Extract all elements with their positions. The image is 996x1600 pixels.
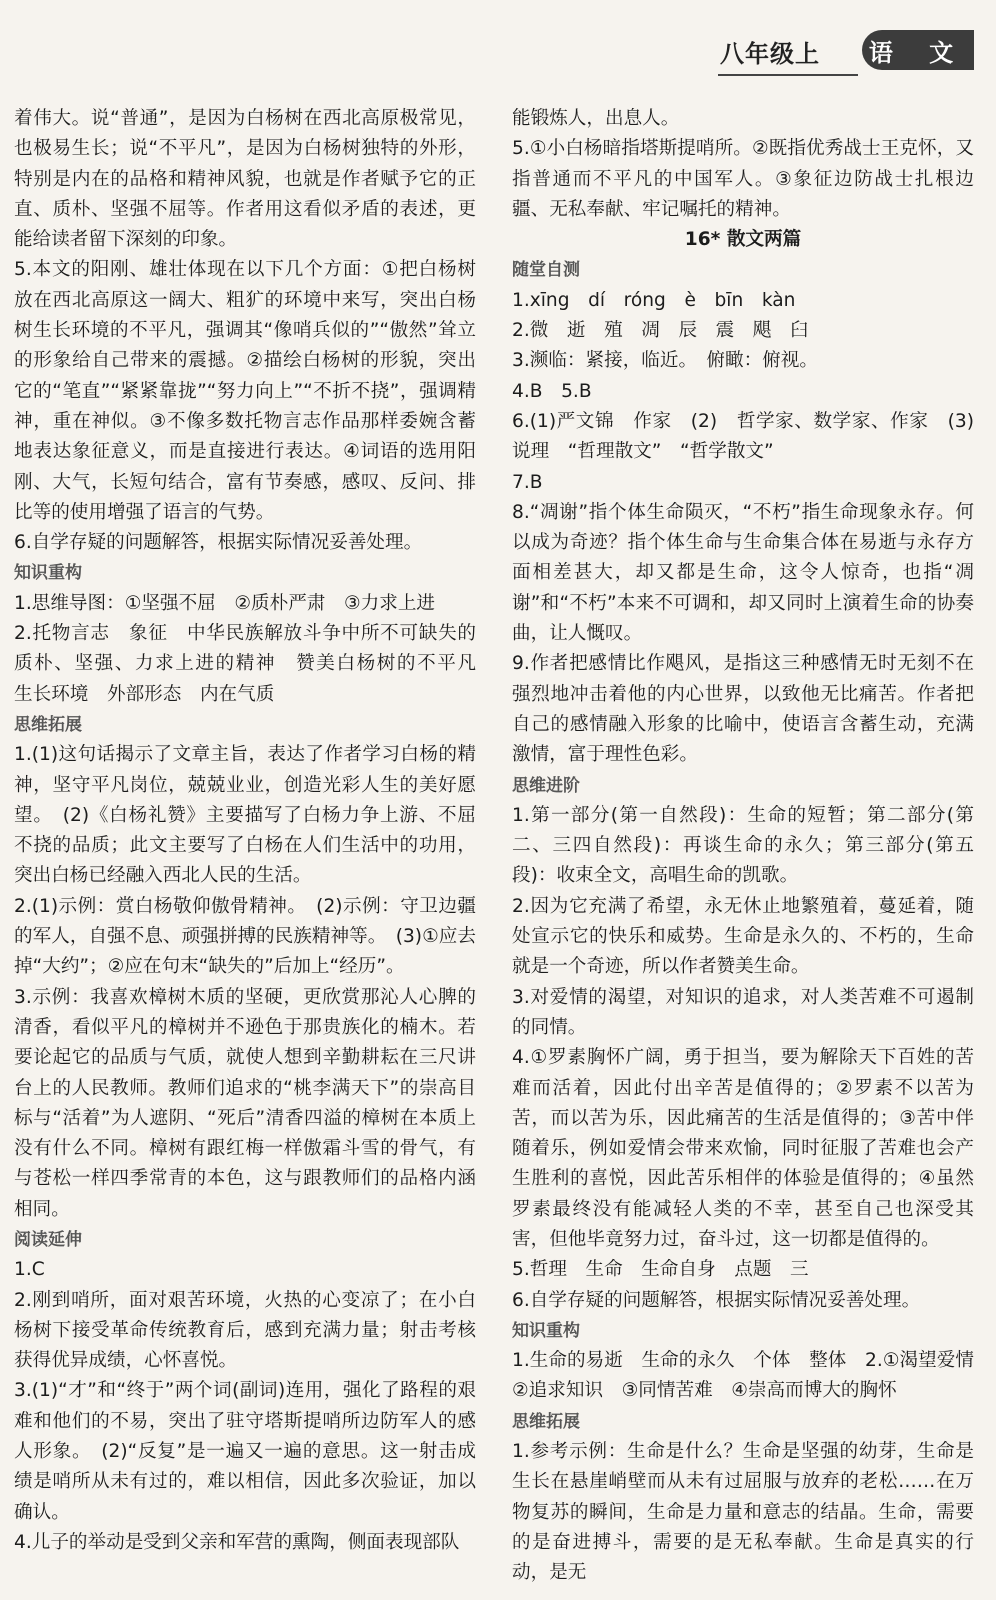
answer-paragraph: 6.自学存疑的问题解答，根据实际情况妥善处理。	[14, 532, 423, 554]
answer-paragraph: 3.(1)“才”和“终于”两个词(副词)连用，强化了路程的艰难和他们的不易，突出了驻守塔斯提哨所边防军人的感人形象。 (2)“反复”是一遍又一遍的意思。这一射击成绩是哨所从未有过的，难以相信，因此多次验证，加以确认。	[14, 1380, 476, 1523]
answer-paragraph: 4.B 5.B	[512, 380, 592, 402]
answer-paragraph: 3.对爱情的渴望，对知识的追求，对人类苦难不可遏制的同情。	[512, 986, 974, 1038]
answer-paragraph: 着伟大。说“普通”，是因为白杨树在西北高原极常见，也极易生长；说“不平凡”，是因为白杨树独特的外形，特别是内在的品格和精神风貌，也就是作者赋予它的正直、质朴、坚强不屈等。作者用这看似矛盾的表述，更能给读者留下深刻的印象。	[14, 108, 476, 251]
answer-paragraph: 1.(1)这句话揭示了文章主旨，表达了作者学习白杨的精神，坚守平凡岗位，兢兢业业，创造光彩人生的美好愿望。 (2)《白杨礼赞》主要描写了白杨力争上游、不屈不挠的品质；此文主要写了白杨在人们生活中的功用，突出白杨已经融入西北人民的生活。	[14, 744, 476, 887]
answer-paragraph: 2.因为它充满了希望，永无休止地繁殖着，蔓延着，随处宣示它的快乐和威势。生命是永久的、不朽的，生命就是一个奇迹，所以作者赞美生命。	[512, 895, 974, 978]
answer-paragraph: 4.①罗素胸怀广阔，勇于担当，要为解除天下百姓的苦难而活着，因此付出辛苦是值得的；②罗素不以苦为苦，而以苦为乐，因此痛苦的生活是值得的；③苦中伴随着乐，例如爱情会带来欢愉，同时征服了苦难也会产生胜利的喜悦，因此苦乐相伴的体验是值得的；④虽然罗素最终没有能减轻人类的不幸，甚至自己也深受其害，但他毕竟努力过，奋斗过，这一切都是值得的。	[512, 1047, 974, 1250]
answer-paragraph: 1.思维导图：①坚强不屈 ②质朴严肃 ③力求上进	[14, 592, 436, 614]
answer-paragraph: 1.第一部分(第一自然段)：生命的短暂；第二部分(第二、三四自然段)：再谈生命的永久；第三部分(第五段)：收束全文，高唱生命的凯歌。	[512, 804, 974, 887]
answer-paragraph: 5.本文的阳刚、雄壮体现在以下几个方面：①把白杨树放在西北高原这一阔大、粗犷的环境中来写，突出白杨树生长环境的不平凡，强调其“像哨兵似的”“傲然”耸立的形象给自己带来的震撼。②描绘白杨树的形貌，突出它的“笔直”“紧紧靠拢”“努力向上”“不折不挠”，强调精神，重在神似。③不像多数托物言志作品那样委婉含蓄地表达象征意义，而是直接进行表达。④词语的选用阳刚、大气，长短句结合，富有节奏感，感叹、反问、排比等的使用增强了语言的气势。	[14, 259, 476, 523]
section-heading: 知识重构	[512, 1320, 580, 1341]
section-heading: 阅读延伸	[14, 1229, 82, 1250]
answer-paragraph: 2.托物言志 象征 中华民族解放斗争中所不可缺失的质朴、坚强、力求上进的精神 赞美白杨树的不平凡 生长环境 外部形态 内在气质	[14, 623, 495, 705]
answer-paragraph: 6.自学存疑的问题解答，根据实际情况妥善处理。	[512, 1289, 921, 1311]
right-column	[512, 104, 993, 1589]
section-heading: 思维拓展	[512, 1411, 580, 1432]
answer-paragraph: 5.哲理 生命 生命自身 点题 三	[512, 1259, 809, 1281]
answer-paragraph: 1.参考示例：生命是什么？生命是坚强的幼芽，生命是生长在悬崖峭壁而从未有过屈服与放弃的老松……在万物复苏的瞬间，生命是力量和意志的结晶。生命，需要的是奋进搏斗，需要的是无私奉献。生命是真实的行动，是无	[512, 1441, 974, 1584]
grade-label: 八年级上	[720, 39, 820, 68]
section-heading: 思维进阶	[512, 775, 580, 796]
answer-paragraph: 1.xīng dí róng è bīn kàn	[512, 289, 796, 311]
answer-paragraph: 2.微 逝 殖 凋 辰 震 飓 臼	[512, 320, 809, 342]
section-heading: 思维拓展	[14, 714, 82, 735]
answer-paragraph: 9.作者把感情比作飓风，是指这三种感情无时无刻不在强烈地冲击着他的内心世界，以致他无比痛苦。作者把自己的感情融入形象的比喻中，使语言含蓄生动，充满激情，富于理性色彩。	[512, 653, 974, 766]
answer-paragraph: 4.儿子的举动是受到父亲和军营的熏陶，侧面表现部队	[14, 1531, 460, 1553]
answer-paragraph: 2.(1)示例：赏白杨敬仰傲骨精神。 (2)示例：守卫边疆的军人，自强不息、顽强拼搏的民族精神等。 (3)①应去掉“大约”；②应在句末“缺失的”后加上“经历”。	[14, 895, 476, 978]
answer-paragraph: 2.刚到哨所，面对艰苦环境，火热的心变凉了；在小白杨树下接受革命传统教育后，感到充满力量；射击考核获得优异成绩，心怀喜悦。	[14, 1289, 476, 1372]
answer-paragraph: 能锻炼人，出息人。	[512, 108, 680, 129]
answer-paragraph: 3.示例：我喜欢樟树木质的坚硬，更欣赏那沁人心脾的清香，看似平凡的樟树并不逊色于那贵族化的楠木。若要论起它的品质与气质，就使人想到辛勤耕耘在三尺讲台上的人民教师。教师们追求的“桃李满天下”的崇高目标与“活着”为人遮阴、“死后”清香四溢的樟树在本质上没有什么不同。樟树有跟红梅一样傲霜斗雪的骨气，有与苍松一样四季常青的本色，这与跟教师们的品格内涵相同。	[14, 986, 476, 1220]
answer-paragraph: 8.“凋谢”指个体生命陨灭，“不朽”指生命现象永存。何以成为奇迹？指个体生命与生命集合体在易逝与永存方面相差甚大，却又都是生命，这令人惊奇，也指“凋谢”和“不朽”本来不可调和，却又同时上演着生命的协奏曲，让人慨叹。	[512, 501, 974, 645]
header-rule	[718, 74, 858, 76]
answer-paragraph: 3.濒临：紧接，临近。 俯瞰：俯视。	[512, 350, 818, 372]
article-title: 16* 散文两篇	[684, 229, 802, 251]
section-heading: 知识重构	[14, 563, 82, 584]
page-header	[0, 0, 996, 104]
answer-paragraph: 5.①小白杨暗指塔斯提哨所。②既指优秀战士王克怀，又指普通而不平凡的中国军人。③象征边防战士扎根边疆、无私奉献、牢记嘱托的精神。	[512, 138, 974, 220]
section-heading: 随堂自测	[512, 260, 580, 281]
answer-paragraph: 1.C	[14, 1259, 45, 1281]
answer-paragraph: 1.生命的易逝 生命的永久 个体 整体 2.①渴望爱情 ②追求知识 ③同情苦难 ④崇高而博大的胸怀	[512, 1350, 993, 1402]
answer-paragraph: 6.(1)严文锦 作家 (2) 哲学家、数学家、作家 (3)说理 “哲理散文” “哲学散文”	[512, 410, 974, 463]
subject-tab: 语 文	[862, 30, 974, 70]
left-column	[14, 104, 495, 1558]
answer-paragraph: 7.B	[512, 471, 543, 493]
